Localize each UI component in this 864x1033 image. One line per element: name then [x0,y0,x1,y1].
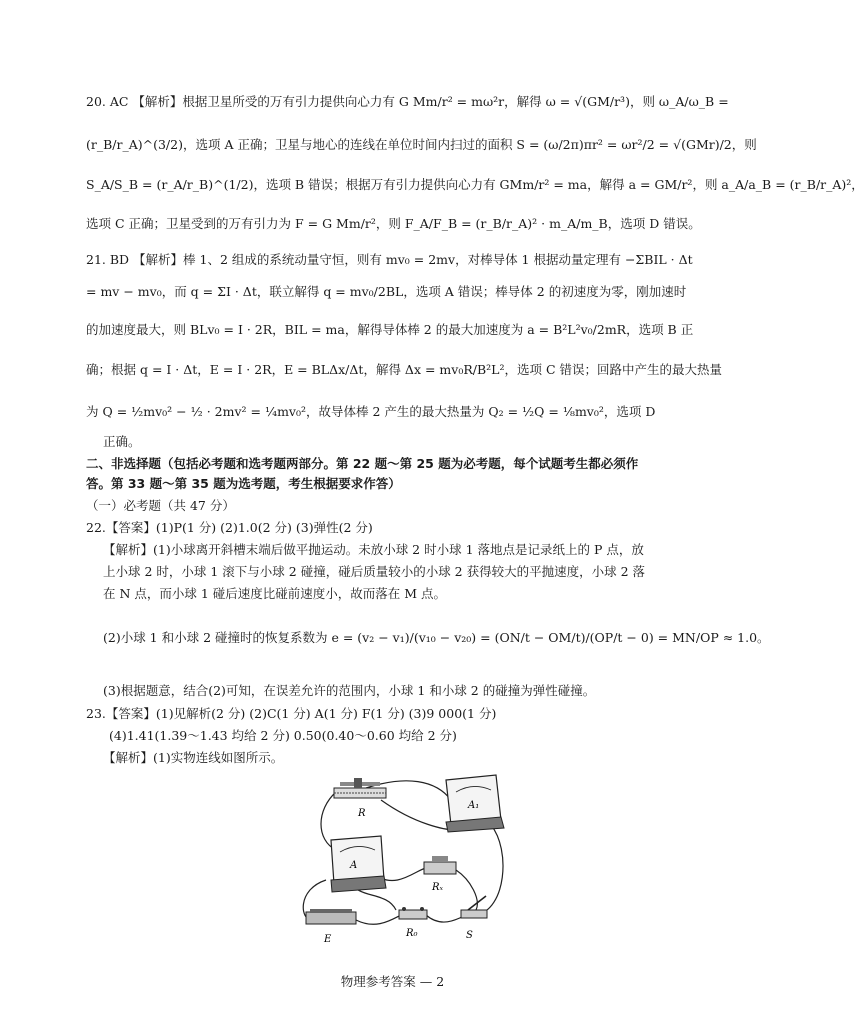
q22-explanation-1: 【解析】(1)小球离开斜槽末端后做平抛运动。未放小球 2 时小球 1 落地点是记录纸上的 P 点，放 [103,542,644,557]
q20-line-1: 20. AC 【解析】根据卫星所受的万有引力提供向心力有 G Mm/r² = mω²r，解得 ω = √(GM/r³)，则 ω_A/ω_B = [86,94,729,109]
label-a1: A₁ [468,800,480,811]
label-r0: R₀ [406,928,418,939]
q22-explanation-4: (2)小球 1 和小球 2 碰撞时的恢复系数为 e = (v₂ − v₁)/(v₁₀ − v₂₀) = (ON/t − OM/t)/(OP/t − 0) = MN/OP ≈ 1.0。 [103,630,770,645]
q23-answer-2: (4)1.41(1.39～1.43 均给 2 分) 0.50(0.40～0.60 均给 2 分) [109,728,457,743]
q20-line-2: (r_B/r_A)^(3/2)，选项 A 正确；卫星与地心的连线在单位时间内扫过的面积 S = (ω/2π)πr² = ωr²/2 = √(GMr)/2，则 [86,137,757,152]
battery-e [306,909,356,924]
q23-explanation-1: 【解析】(1)实物连线如图所示。 [103,750,284,765]
q22-explanation-5: (3)根据题意，结合(2)可知，在误差允许的范围内，小球 1 和小球 2 的碰撞为弹性碰撞。 [103,683,596,698]
section-2-subtitle: （一）必考题（共 47 分） [86,498,235,513]
resistor-r0 [399,907,427,919]
label-s: S [466,930,473,941]
q22-answer: 22.【答案】(1)P(1 分) (2)1.0(2 分) (3)弹性(2 分) [86,520,373,535]
q20-line-3: S_A/S_B = (r_A/r_B)^(1/2)，选项 B 错误；根据万有引力提供向心力有 GMm/r² = ma，解得 a = GM/r²，则 a_A/a_B = (r_B/r_A)²， [86,177,864,192]
q22-explanation-3: 在 N 点，而小球 1 碰后速度比碰前速度小，故而落在 M 点。 [103,586,447,601]
page-footer: 物理参考答案 — 2 [340,974,445,989]
q21-line-5: 为 Q = ½mv₀² − ½ · 2mv² = ¼mv₀²，故导体棒 2 产生的最大热量为 Q₂ = ½Q = ⅛mv₀²，选项 D [86,404,656,419]
label-rx: Rₓ [432,882,444,893]
q22-explanation-2: 上小球 2 时，小球 1 滚下与小球 2 碰撞，碰后质量较小的小球 2 获得较大的平抛速度，小球 2 落 [103,564,645,579]
label-a: A [350,860,358,871]
q21-line-3: 的加速度最大，则 BLv₀ = I · 2R，BIL = ma，解得导体棒 2 的最大加速度为 a = B²L²v₀/2mR，选项 B 正 [86,322,694,337]
rheostat-r [334,778,386,798]
circuit-wiring-figure [296,770,508,948]
label-e: E [324,934,332,945]
ammeter-a [331,836,386,892]
q21-line-1: 21. BD 【解析】棒 1、2 组成的系统动量守恒，则有 mv₀ = 2mv，对棒导体 1 根据动量定理有 −ΣBIL · Δt [86,252,693,267]
switch-s [461,896,487,918]
q21-line-2: = mv − mv₀，而 q = ΣI · Δt，联立解得 q = mv₀/2BL，选项 A 错误；棒导体 2 的初速度为零，刚加速时 [86,284,687,299]
q23-answer-1: 23.【答案】(1)见解析(2 分) (2)C(1 分) A(1 分) F(1 分) (3)9 000(1 分) [86,706,497,721]
label-r: R [358,808,366,819]
section-2-title-cont: 答。第 33 题～第 35 题为选考题，考生根据要求作答） [86,476,401,491]
q21-line-4: 确；根据 q = I · Δt，E = I · 2R，E = BLΔx/Δt，解得 Δx = mv₀R/B²L²，选项 C 错误；回路中产生的最大热量 [86,362,722,377]
q20-line-4: 选项 C 正确；卫星受到的万有引力为 F = G Mm/r²，则 F_A/F_B = (r_B/r_A)² · m_A/m_B，选项 D 错误。 [86,216,701,231]
section-2-title: 二、非选择题（包括必考题和选考题两部分。第 22 题～第 25 题为必考题，每个试题考生都必须作 [86,456,639,471]
resistor-rx [424,856,456,874]
q21-line-6: 正确。 [103,434,141,449]
